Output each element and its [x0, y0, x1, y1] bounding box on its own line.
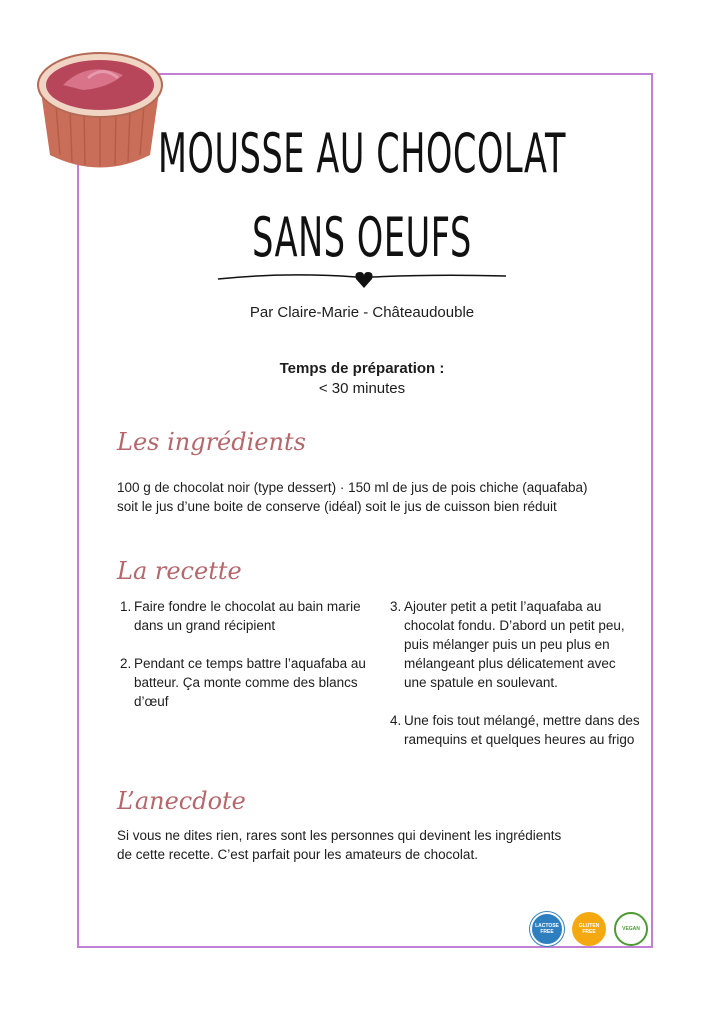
author: Par Claire-Marie - Châteaudouble [249, 304, 475, 321]
anecdote-heading: L’anecdote [117, 787, 246, 815]
step-text: Pendant ce temps battre l’aquafaba au batteur. Ça monte comme des blancs d’œuf [134, 656, 366, 709]
step-text: Une fois tout mélangé, mettre dans des ramequins et quelques heures au frigo [404, 713, 640, 747]
recipe-step [390, 597, 640, 692]
diet-badges [530, 912, 648, 946]
step-text: Faire fondre le chocolat au bain marie dans un grand récipient [134, 599, 361, 633]
lactose-free-badge-icon: LACTOSE FREE [530, 912, 564, 946]
step-number: 1. [120, 599, 132, 614]
anecdote-text: Si vous ne dites rien, rares sont les personnes qui devinent les ingrédients de cette recette. C’est parfait pour les amateurs de chocolat. [117, 828, 562, 862]
recipe-column-left [120, 597, 370, 730]
gluten-free-badge-icon: GLUTEN FREE [572, 912, 606, 946]
heart-divider [216, 266, 508, 290]
ingredients-text: 100 g de chocolat noir (type dessert) · 150 ml de jus de pois chiche (aquafaba) soit le jus d’une boite de conserve (idéal) soit le jus de cuisson bien réduit [117, 480, 588, 514]
title-line-2: SANS OEUFS [252, 206, 472, 269]
title-line-1: MOUSSE AU CHOCOLAT [157, 122, 567, 185]
step-number: 3. [390, 599, 402, 614]
recipe-column-right [390, 597, 640, 768]
recipe-step [390, 711, 640, 749]
vegan-badge-icon: VEGAN [614, 912, 648, 946]
recipe-step [120, 654, 370, 711]
prep-time-label: Temps de préparation : [279, 360, 445, 377]
ingredients-heading: Les ingrédients [117, 428, 306, 456]
step-number: 2. [120, 656, 132, 671]
recipe-heading: La recette [117, 557, 242, 585]
step-number: 4. [390, 713, 402, 728]
step-text: Ajouter petit a petit l’aquafaba au chocolat fondu. D’abord un petit peu, puis mélanger puis un peu plus en mélangeant plus délicatement avec une spatule en soulevant. [404, 599, 625, 690]
heart-icon [356, 272, 373, 288]
recipe-step [120, 597, 370, 635]
prep-time-value: < 30 minutes [318, 380, 406, 397]
